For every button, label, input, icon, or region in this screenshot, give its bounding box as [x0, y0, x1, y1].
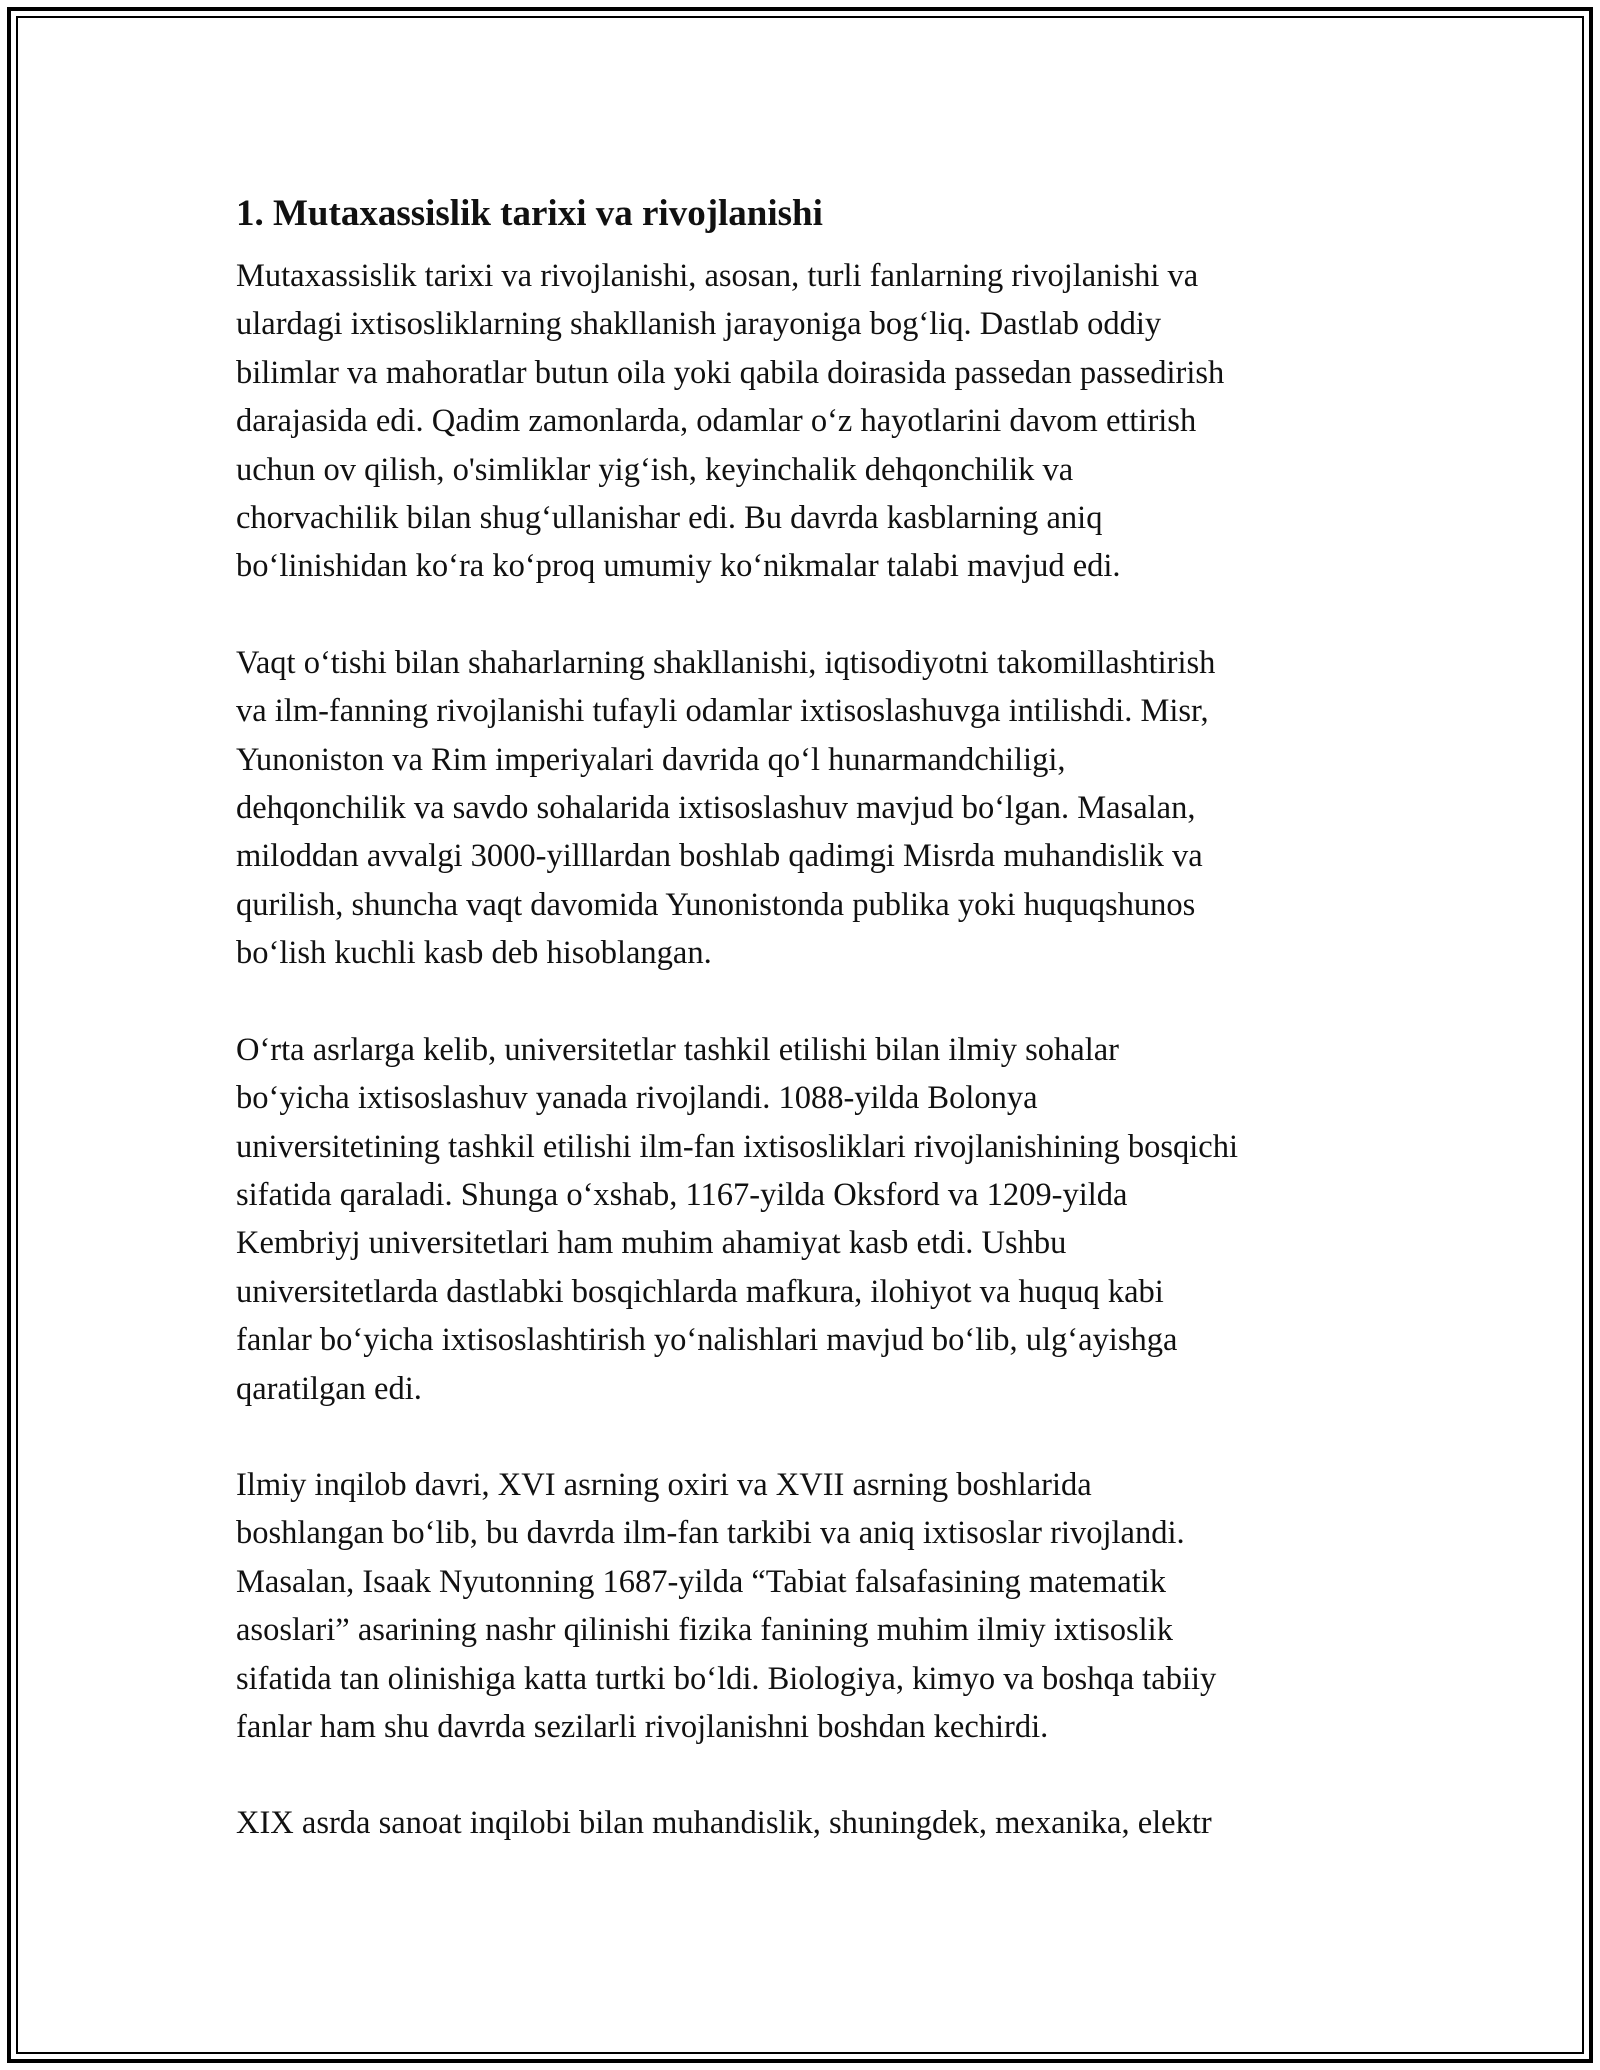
section-heading: 1. Mutaxassislik tarixi va rivojlanishi [236, 193, 823, 234]
paragraph-2 [236, 639, 1376, 978]
paragraph-4 [236, 1461, 1376, 1751]
text-line: qaratilgan edi. [236, 1370, 422, 1407]
text-line: bo‘yicha ixtisoslashuv yanada rivojlandi. 1088-yilda Bolonya [236, 1080, 1038, 1117]
text-line: fanlar ham shu davrda sezilarli rivojlanishni boshdan kechirdi. [236, 1708, 1049, 1745]
text-line: Yunoniston va Rim imperiyalari davrida qo‘l hunarmandchiligi, [236, 741, 1066, 778]
text-line: fanlar bo‘yicha ixtisoslashtirish yo‘nalishlari mavjud bo‘lib, ulg‘ayishga [236, 1322, 1178, 1359]
text-line: sifatida tan olinishiga katta turtki bo‘ldi. Biologiya, kimyo va boshqa tabiiy [236, 1660, 1217, 1697]
text-line: ulardagi ixtisosliklarning shakllanish jarayoniga bog‘liq. Dastlab oddiy [236, 306, 1162, 343]
text-line: va ilm-fanning rivojlanishi tufayli odamlar ixtisoslashuvga intilishdi. Misr, [236, 693, 1209, 730]
text-line: XIX asrda sanoat inqilobi bilan muhandislik, shuningdek, mexanika, elektr [236, 1805, 1212, 1842]
text-line: darajasida edi. Qadim zamonlarda, odamlar o‘z hayotlarini davom ettirish [236, 403, 1197, 440]
text-line: bo‘lish kuchli kasb deb hisoblangan. [236, 935, 712, 972]
text-line: Masalan, Isaak Nyutonning 1687-yilda “Tabiat falsafasining matematik [236, 1563, 1167, 1600]
paragraph-3 [236, 1026, 1376, 1413]
text-line: miloddan avvalgi 3000-yilllardan boshlab qadimgi Misrda muhandislik va [236, 838, 1203, 875]
text-line: qurilish, shuncha vaqt davomida Yunonistonda publika yoki huquqshunos [236, 886, 1196, 923]
text-line: Mutaxassislik tarixi va rivojlanishi, asosan, turli fanlarning rivojlanishi va [236, 258, 1199, 294]
text-line: Vaqt o‘tishi bilan shaharlarning shakllanishi, iqtisodiyotni takomillashtirish [236, 644, 1216, 681]
document-body [236, 186, 1376, 1896]
paragraph-1 [236, 252, 1376, 591]
text-line: bo‘linishidan ko‘ra ko‘proq umumiy ko‘nikmalar talabi mavjud edi. [236, 548, 1121, 585]
text-line: Ilmiy inqilob davri, XVI asrning oxiri va XVII asrning boshlarida [236, 1466, 1092, 1503]
text-line: universitetlarda dastlabki bosqichlarda mafkura, ilohiyot va huquq kabi [236, 1273, 1164, 1310]
text-line: sifatida qaraladi. Shunga o‘xshab, 1167-yilda Oksford va 1209-yilda [236, 1176, 1128, 1213]
text-line: dehqonchilik va savdo sohalarida ixtisoslashuv mavjud bo‘lgan. Masalan, [236, 790, 1196, 827]
text-line: universitetining tashkil etilishi ilm-fan ixtisosliklari rivojlanishining bosqichi [236, 1128, 1238, 1165]
text-line: chorvachilik bilan shug‘ullanishar edi. Bu davrda kasblarning aniq [236, 500, 1103, 537]
text-line: bilimlar va mahoratlar butun oila yoki qabila doirasida passedan passedirish [236, 354, 1225, 391]
paragraph-5 [236, 1799, 1376, 1847]
text-line: boshlangan bo‘lib, bu davrda ilm-fan tarkibi va aniq ixtisoslar rivojlandi. [236, 1515, 1185, 1552]
text-line: asoslari” asarining nashr qilinishi fizika fanining muhim ilmiy ixtisoslik [236, 1612, 1173, 1649]
text-line: uchun ov qilish, o'simliklar yig‘ish, keyinchalik dehqonchilik va [236, 451, 1074, 488]
text-line: Kembriyj universitetlari ham muhim ahamiyat kasb etdi. Ushbu [236, 1225, 1067, 1262]
text-line: O‘rta asrlarga kelib, universitetlar tashkil etilishi bilan ilmiy sohalar [236, 1031, 1119, 1068]
